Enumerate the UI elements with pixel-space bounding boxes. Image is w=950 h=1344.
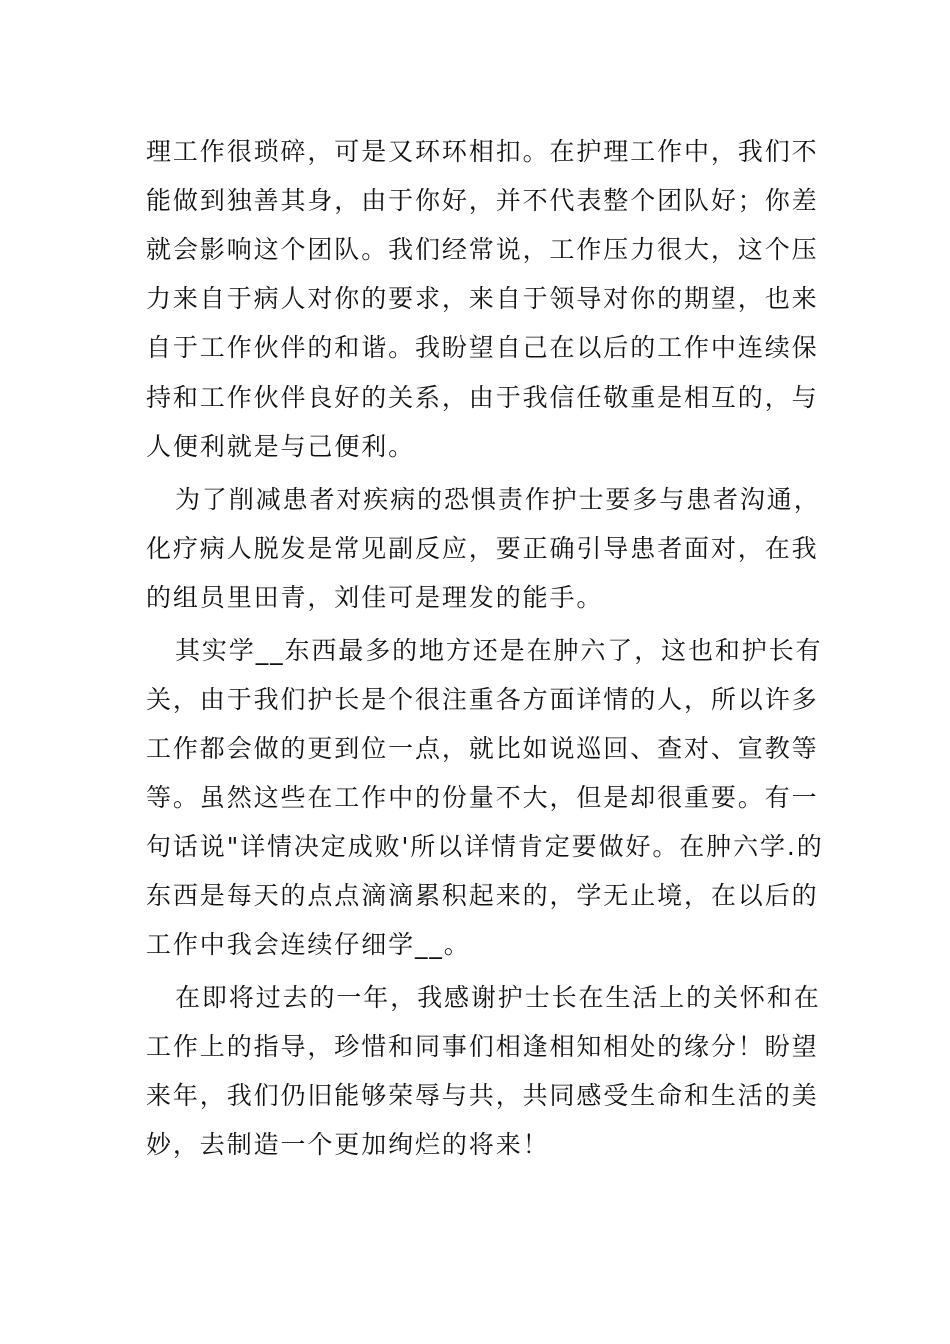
- text-line: 妙，去制造一个更加绚烂的将来！: [146, 1130, 550, 1159]
- text-line: 工作上的指导，珍惜和同事们相逢相知相处的缘分！盼望: [146, 1032, 819, 1061]
- text-line: 等。虽然这些在工作中的份量不大，但是却很重要。有一: [146, 783, 819, 812]
- text-line: 其实学__东西最多的地方还是在肿六了，这也和护长有: [175, 636, 823, 665]
- text-line: 自于工作伙伴的和谐。我盼望自己在以后的工作中连续保: [146, 333, 819, 362]
- text-line: 理工作很琐碎，可是又环环相扣。在护理工作中，我们不: [146, 137, 819, 166]
- text-line: 来年，我们仍旧能够荣辱与共，共同感受生命和生活的美: [146, 1081, 819, 1110]
- text-line: 句话说"详情决定成败'所以详情肯定要做好。在肿六学.的: [146, 832, 824, 861]
- text-line: 为了削减患者对疾病的恐惧责作护士要多与患者沟通，: [175, 485, 821, 514]
- text-line: 工作中我会连续仔细学__。: [146, 930, 471, 959]
- text-line: 的组员里田青，刘佳可是理发的能手。: [146, 583, 604, 612]
- text-line: 工作都会做的更到位一点，就比如说巡回、查对、宣教等: [146, 734, 819, 763]
- text-line: 能做到独善其身，由于你好，并不代表整个团队好；你差: [146, 186, 819, 215]
- text-line: 在即将过去的一年，我感谢护士长在生活上的关怀和在: [175, 983, 821, 1012]
- text-line: 就会影响这个团队。我们经常说，工作压力很大，这个压: [146, 235, 819, 264]
- text-line: 持和工作伙伴良好的关系，由于我信任敬重是相互的，与: [146, 383, 819, 412]
- text-line: 化疗病人脱发是常见副反应，要正确引导患者面对，在我: [146, 534, 819, 563]
- text-line: 人便利就是与己便利。: [146, 432, 416, 461]
- text-line: 东西是每天的点点滴滴累积起来的，学无止境，在以后的: [146, 881, 819, 910]
- text-line: 关，由于我们护长是个很注重各方面详情的人，所以许多: [146, 685, 819, 714]
- text-line: 力来自于病人对你的要求，来自于领导对你的期望，也来: [146, 284, 819, 313]
